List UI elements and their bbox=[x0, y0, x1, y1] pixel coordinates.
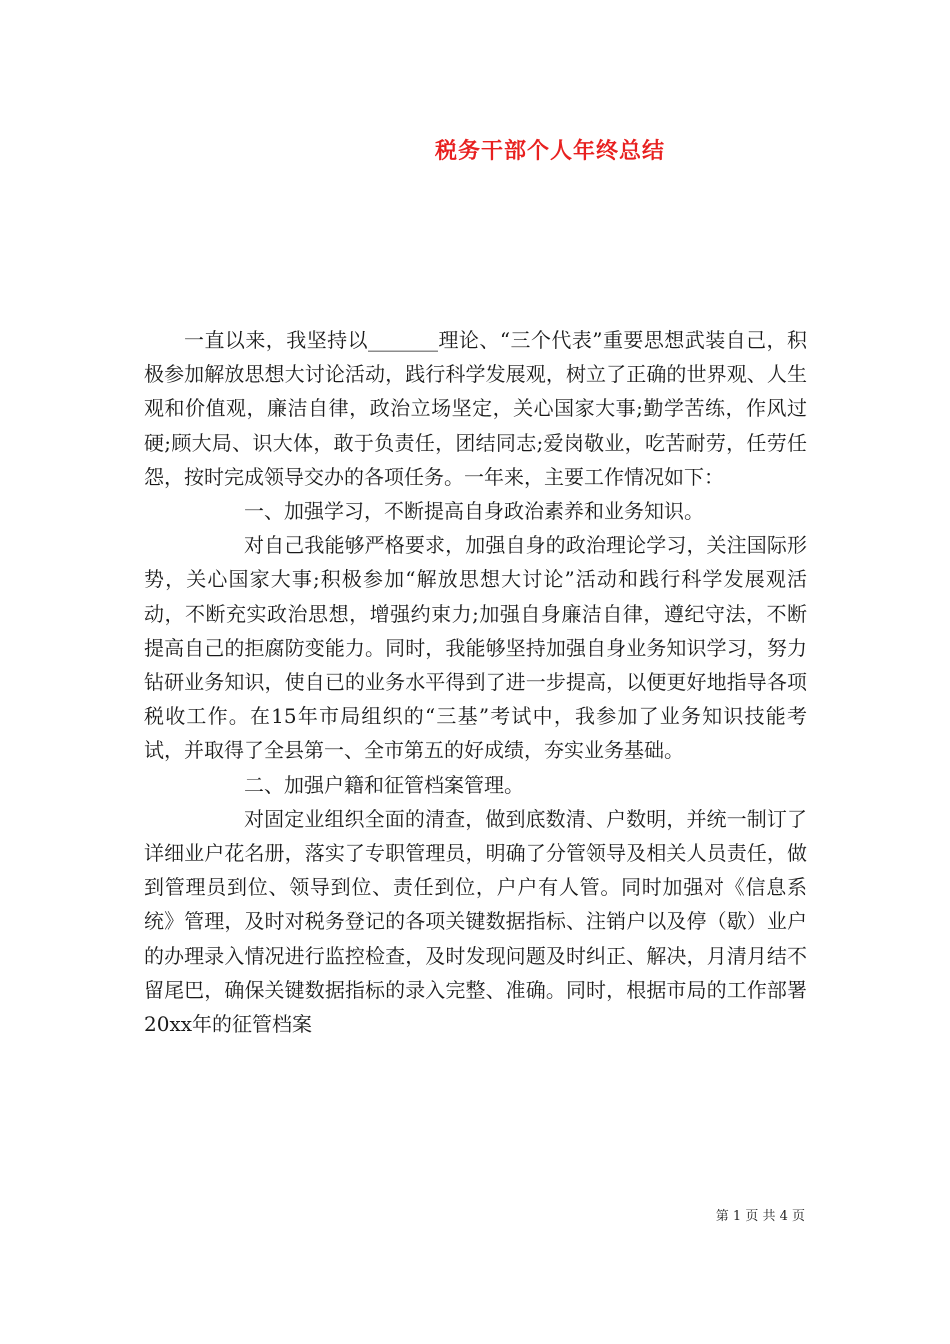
paragraph-intro: 一直以来，我坚持以_______理论、“三个代表”重要思想武装自己，积极参加解放思想大讨论活动，践行科学发展观，树立了正确的世界观、人生观和价值观，廉洁自律，政治立场坚定，关心国家大事;勤学苦练，作风过硬;顾大局、识大体，敢于负责任，团结同志;爱岗敬业，吃苦耐劳，任劳任怨，按时完成领导交办的各项任务。一年来，主要工作情况如下： bbox=[144, 328, 807, 489]
section-heading-1: 一、加强学习，不断提高自身政治素养和业务知识。 bbox=[244, 499, 704, 524]
section-heading-2: 二、加强户籍和征管档案管理。 bbox=[244, 772, 524, 797]
paragraph-section-2: 对固定业组织全面的清查，做到底数清、户数明，并统一制订了详细业户花名册，落实了专职管理员，明确了分管领导及相关人员责任，做到管理员到位、领导到位、责任到位，户户有人管。同时加强对《信息系统》管理，及时对税务登记的各项关键数据指标、注销户以及停（歇）业户的办理录入情况进行监控检查，及时发现问题及时纠正、解决，月清月结不留尾巴，确保关键数据指标的录入完整、准确。同时，根据市局的工作部署20xx年的征管档案 bbox=[144, 806, 807, 1037]
document-title: 税务干部个人年终总结 bbox=[434, 139, 665, 164]
page-number-footer: 第 1 页 共 4 页 bbox=[715, 1209, 805, 1224]
document-body bbox=[144, 323, 807, 1041]
paragraph-section-1: 对自己我能够严格要求，加强自身的政治理论学习，关注国际形势，关心国家大事;积极参加“解放思想大讨论”活动和践行科学发展观活动，不断充实政治思想，增强约束力;加强自身廉洁自律，遵纪守法，不断提高自己的拒腐防变能力。同时，我能够坚持加强自身业务知识学习，努力钻研业务知识，使自已的业务水平得到了进一步提高，以便更好地指导各项税收工作。在15年市局组织的“三基”考试中，我参加了业务知识技能考试，并取得了全县第一、全市第五的好成绩，夯实业务基础。 bbox=[144, 533, 807, 763]
